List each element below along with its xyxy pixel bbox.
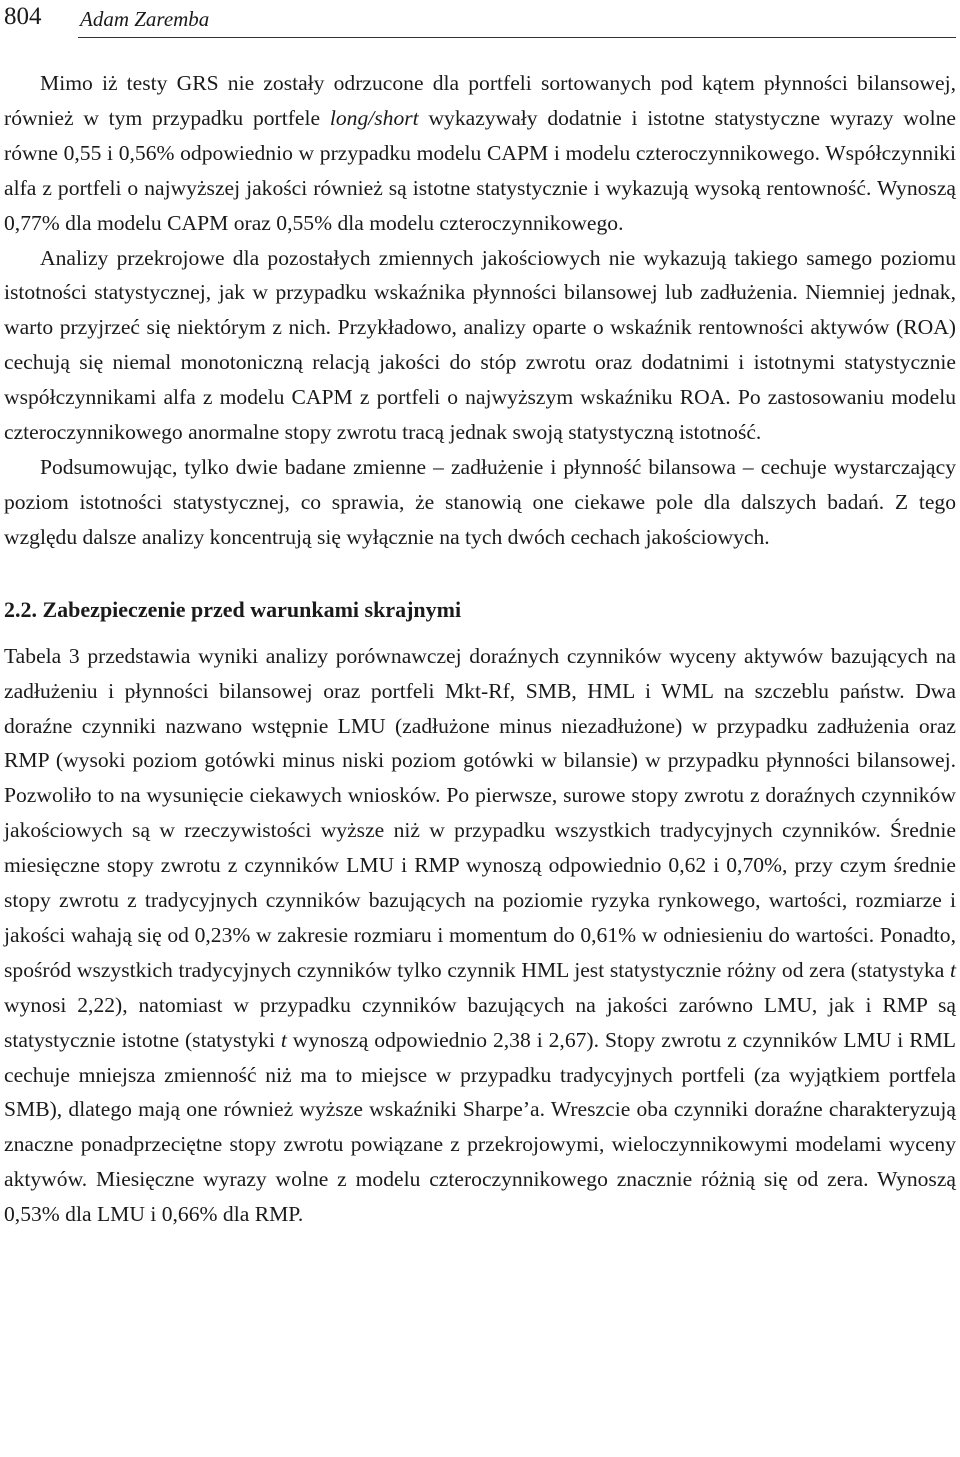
paragraph-3: Podsumowując, tylko dwie badane zmienne – zadłużenie i płynność bilansowa – cechuje wystarczający poziom istotności statystycznej, co sprawia, że stanowią one ciekawe pole dla dalszych badań. Z tego względu dalsze analizy koncentrują się wyłącznie na tych dwóch cechach jakościowych. xyxy=(4,454,956,549)
header-rule xyxy=(78,37,956,38)
page-header xyxy=(4,0,956,40)
section-heading: 2.2. Zabezpieczenie przed warunkami skrajnymi xyxy=(4,596,462,622)
italic-t: t xyxy=(950,957,956,982)
section-paragraph: Tabela 3 przedstawia wyniki analizy porównawczej doraźnych czynników wyceny aktywów bazujących na zadłużeniu i płynności bilansowej oraz portfeli Mkt-Rf, SMB, HML i WML na szczeblu państw. Dwa doraźne czynniki nazwano wstępnie LMU (zadłużone minus niezadłużone) w przypadku zadłużenia oraz RMP (wysoki poziom gotówki minus niski poziom gotówki w bilansie) w przypadku płynności bilansowej. Pozwoliło to na wysunięcie ciekawych wniosków. Po pierwsze, surowe stopy zwrotu z doraźnych czynników jakościowych są w rzeczywistości wyższe niż w przypadku wszystkich tradycyjnych czynników. Średnie miesięczne stopy zwrotu z czynników LMU i RMP wynoszą odpowiednio 0,62 i 0,70%, przy czym średnie stopy zwrotu z tradycyjnych czynników bazujących na poziomie ryzyka rynkowego, wartości, rozmiarze i jakości wahają się od 0,23% w zakresie rozmiaru i momentum do 0,61% w odniesieniu do wartości. Ponadto, spośród wszystkich tradycyjnych czynników tylko czynnik HML jest statystycznie różny od zera (statystyka t wynosi 2,22), natomiast w przypadku czynników bazujących na jakości zarówno LMU, jak i RMP są statystycznie istotne (statystyki t wynoszą odpowiednio 2,38 i 2,67). Stopy zwrotu z czynników LMU i RML cechuje mniejsza zmienność niż ma to miejsce w przypadku tradycyjnych portfeli (za wyjątkiem portfela SMB), dlatego mają one również wyższe wskaźniki Sharpe’a. Wreszcie oba czynniki doraźne charakteryzują znaczne ponadprzeciętne stopy zwrotu powiązane z przekrojowymi, wieloczynnikowymi modelami wyceny aktywów. Miesięczne wyrazy wolne z modelu czteroczynnikowego znacznie różnią się od zera. Wynoszą 0,53% dla LMU i 0,66% dla RMP. xyxy=(4,643,956,1227)
italic-t: t xyxy=(280,1027,287,1052)
paragraph-1: Mimo iż testy GRS nie zostały odrzucone dla portfeli sortowanych pod kątem płynności bilansowej, również w tym przypadku portfele long/short wykazywały dodatnie i istotne statystyczne wyrazy wolne równe 0,55 i 0,56% odpowiednio w przypadku modelu CAPM i modelu czteroczynnikowego. Współczynniki alfa z portfeli o najwyższej jakości również są istotne statystycznie i wykazują wysoką rentowność. Wynoszą 0,77% dla modelu CAPM oraz 0,55% dla modelu czteroczynnikowego. xyxy=(4,71,956,235)
spacer xyxy=(4,555,956,593)
page-number: 804 xyxy=(4,3,42,30)
spacer xyxy=(4,627,956,639)
running-head-author: Adam Zaremba xyxy=(80,7,210,31)
page-body xyxy=(4,66,956,1232)
paragraph-2: Analizy przekrojowe dla pozostałych zmiennych jakościowych nie wykazują takiego samego poziomu istotności statystycznej, jak w przypadku wskaźnika płynności bilansowej lub zadłużenia. Niemniej jednak, warto przyjrzeć się niektórym z nich. Przykładowo, analizy oparte o wskaźnik rentowności aktywów (ROA) cechują się niemal monotoniczną relacją jakości do stóp zwrotu oraz dodatnimi i istotnymi statystycznie współczynnikami alfa z modelu CAPM z portfeli o najwyższym wskaźniku ROA. Po zastosowaniu modelu czteroczynnikowego anormalne stopy zwrotu tracą jednak swoją statystyczną istotność. xyxy=(4,245,956,445)
italic-term: long/short xyxy=(329,105,419,130)
